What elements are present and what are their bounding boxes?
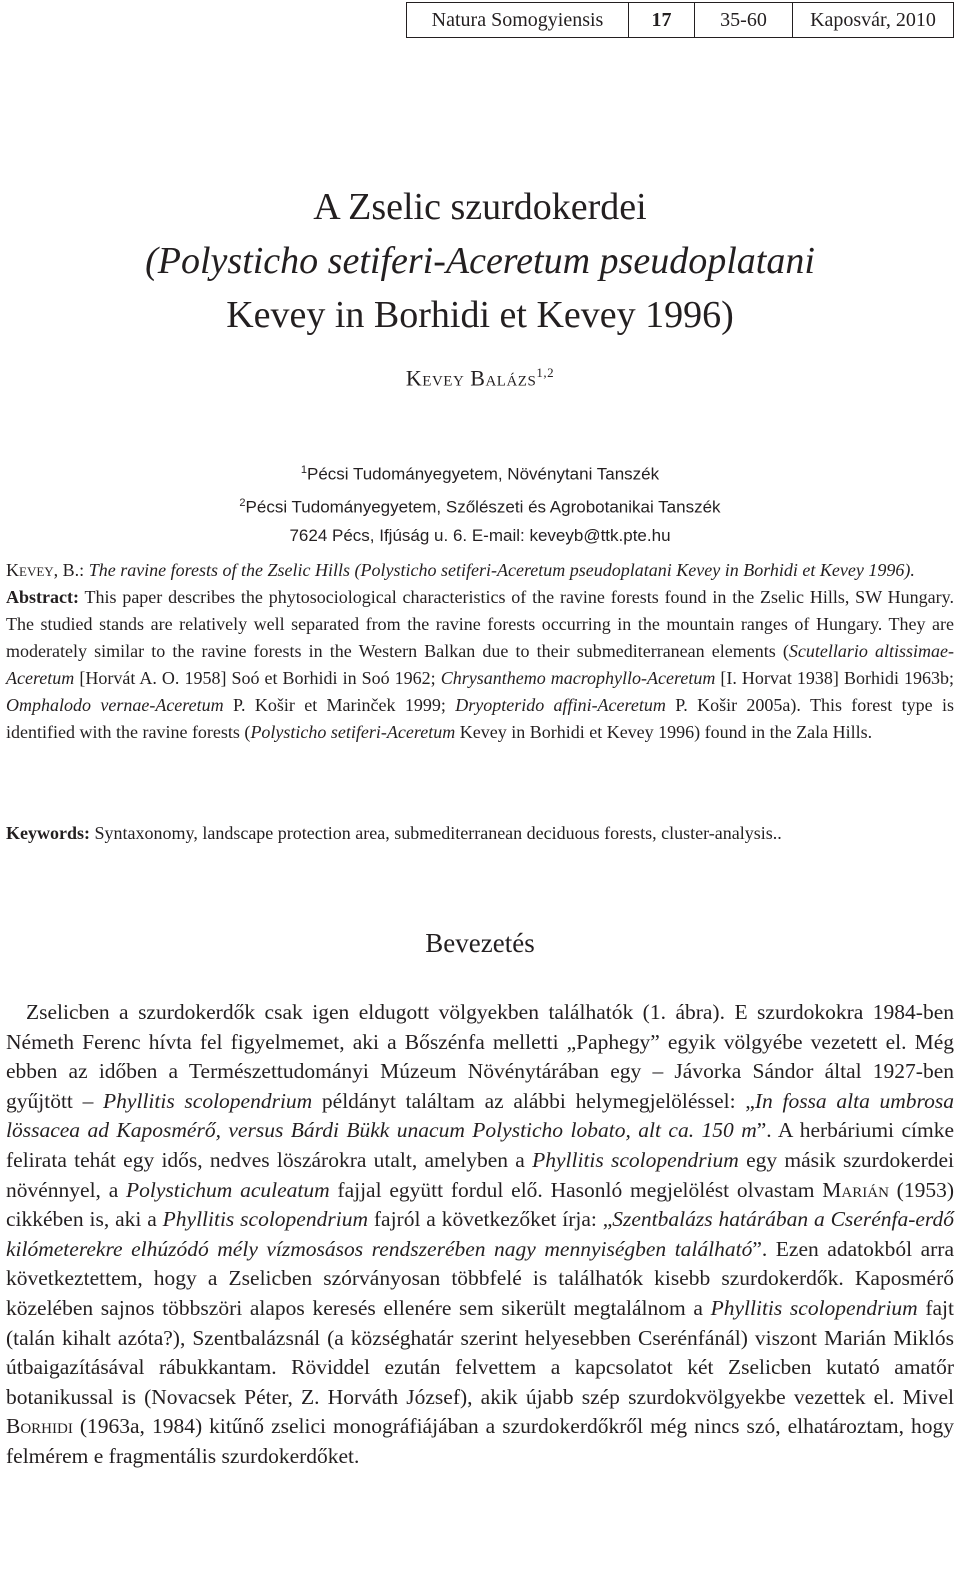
body-segment: fajt (talán kihalt azóta?), Szentbalázsnál (a községhatár szerint helyesebben Cserénfánál) viszont Marián Miklós útbaigazításával rábukkantam. Röviddel ezután felvettem a kapcsolatot két Zselicben kutató amatőr botanikussal is (Novacsek Péter, Z. Horváth József), akik újabb szép szurdokvölgyekbe vezettek el. Mivel: [6, 1295, 955, 1409]
abstract-segment: [I. Horvat 1938] Borhidi 1963b;: [715, 668, 954, 688]
title-line-1: A Zselic szurdokerdei: [313, 186, 647, 228]
affil-mark: 1: [300, 464, 307, 476]
affiliations: [0, 456, 960, 550]
body-segment: fajjal együtt fordul elő. Hasonló megjelölést olvastam: [329, 1177, 823, 1202]
body-quote: In fossa alta umbrosa lössacea ad Kaposmérő, versus Bárdi Bükk unacum Polysticho lobato, alt ca. 150 m: [6, 1088, 954, 1143]
journal-header: [406, 2, 954, 38]
journal-name: Natura Somogyiensis: [407, 3, 629, 37]
body-segment: (1953) cikkében is, aki a: [6, 1177, 954, 1232]
title-line-3: Kevey in Borhidi et Kevey 1996): [226, 294, 734, 336]
abstract-segment: [Horvát A. O. 1958] Soó et Borhidi in Soó 1962;: [74, 668, 441, 688]
abstract-taxon: Polysticho setiferi-Aceretum: [250, 722, 456, 742]
body-segment: egy másik szurdokerdei növénnyel, a: [6, 1147, 954, 1202]
title-line-2: (Polysticho setiferi-Aceretum pseudoplatani: [145, 240, 815, 282]
journal-pages: 35-60: [695, 3, 793, 37]
body-taxon: Phyllitis scolopendrium: [532, 1147, 739, 1172]
body-segment: Zselicben a szurdokerdők csak igen eldugott völgyekben találhatók (1. ábra). E szurdokokra 1984-ben Németh Ferenc hívta fel figyelmemet, aki a Bőszénfa melletti „Paphegy” egyik völgyébe vezetett el. Még ebben az időben a Természettudományi Múzeum Növénytárában egy – Jávorka Sándor által 1927-ben gyűjtött –: [6, 1000, 954, 1113]
abstract-segment: P. Košir 2005a). This forest type is identified with the ravine forests (: [6, 695, 954, 742]
affil-mark: 2: [239, 496, 246, 509]
abstract-label: Abstract:: [6, 587, 79, 607]
author-affil-marks: 1,2: [536, 365, 555, 380]
keywords-label: Keywords:: [6, 823, 90, 843]
body-segment: példányt találtam az alábbi helymegjelöléssel: „: [312, 1088, 755, 1113]
section-heading: Bevezetés: [425, 928, 535, 958]
abstract-taxon: Chrysanthemo macrophyllo-Aceretum: [440, 668, 716, 688]
abstract-block: [6, 557, 954, 746]
keywords-text: Syntaxonomy, landscape protection area, submediterranean deciduous forests, cluster-analysis..: [90, 823, 782, 843]
abstract-taxon: Scutellario altissimae-Aceretum: [6, 641, 955, 688]
affiliation-2: [0, 489, 960, 522]
citation-title: The ravine forests of the Zselic Hills (Polysticho setiferi-Aceretum pseudoplatani Kevey in Borhidi et Kevey 1996).: [88, 560, 915, 580]
abstract-segment: P. Košir et Marinček 1999;: [223, 695, 456, 715]
author-line: [0, 365, 960, 391]
abstract-segment: Kevey in Borhidi et Kevey 1996) found in the Zala Hills.: [455, 722, 873, 742]
body-taxon: Polystichum aculeatum: [126, 1177, 330, 1202]
body-taxon: Phyllitis scolopendrium: [162, 1207, 368, 1232]
body-segment: ”. A herbáriumi címke felirata tehát egy idős, nedves löszárokra utalt, amelyben a: [6, 1118, 954, 1172]
body-taxon: Phyllitis scolopendrium: [710, 1295, 918, 1320]
citation-author: Kevey, B.: [6, 560, 80, 580]
affil-text: Pécsi Tudományegyetem, Szőlészeti és Agrobotanikai Tanszék: [245, 497, 721, 517]
journal-place-year: Kaposvár, 2010: [810, 8, 936, 31]
author-name: Kevey Balázs: [405, 365, 537, 391]
body-taxon: Phyllitis scolopendrium: [103, 1088, 313, 1113]
abstract-taxon: Dryopterido affini-Aceretum: [455, 695, 666, 715]
keywords: [6, 820, 954, 847]
paper-title: [0, 180, 960, 342]
body-author-ref: Borhidi: [6, 1414, 73, 1439]
body-paragraph: [6, 998, 954, 1472]
body-author-ref: Marián: [822, 1177, 889, 1202]
abstract-taxon: Omphalodo vernae-Aceretum: [6, 695, 224, 715]
abstract-text: [6, 584, 954, 746]
affil-text: 7624 Pécs, Ifjúság u. 6. E-mail: keveyb@ttk.pte.hu: [289, 526, 671, 546]
citation: [6, 557, 954, 584]
affil-text: Pécsi Tudományegyetem, Növénytani Tanszék: [306, 464, 660, 484]
body-quote: Szentbalázs határában a Cserénfa-erdő kilómeterekre elhúzódó mély vízmosásos rendszerében nagy mennyiségben található: [6, 1207, 954, 1261]
citation-sep: :: [79, 560, 89, 580]
journal-volume: 17: [629, 3, 695, 37]
body-segment: fajról a következőket írja: „: [367, 1207, 613, 1232]
affiliation-1: [0, 456, 960, 489]
body-segment: ”. Ezen adatokból arra következtettem, hogy a Zselicben szórványosan többfelé is találhatók kisebb szurdokerdők. Kaposmérő közelében sajnos többszöri alapos keresés ellenére sem sikerült megtalálnom a: [6, 1236, 955, 1320]
affiliation-address: [0, 521, 960, 550]
abstract-segment: This paper describes the phytosociological characteristics of the ravine forests found in the Zselic Hills, SW Hungary. The studied stands are relatively well separated from the ravine forests occurring in the mountain ranges of Hungary. They are moderately similar to the ravine forests in the Western Balkan due to their submediterranean elements (: [6, 587, 954, 661]
body-segment: (1963a, 1984) kitűnő zselici monográfiájában a szurdokerdőkről még nincs szó, elhatároztam, hogy felmérem e fragmentális szurdokerdőket.: [6, 1414, 954, 1468]
